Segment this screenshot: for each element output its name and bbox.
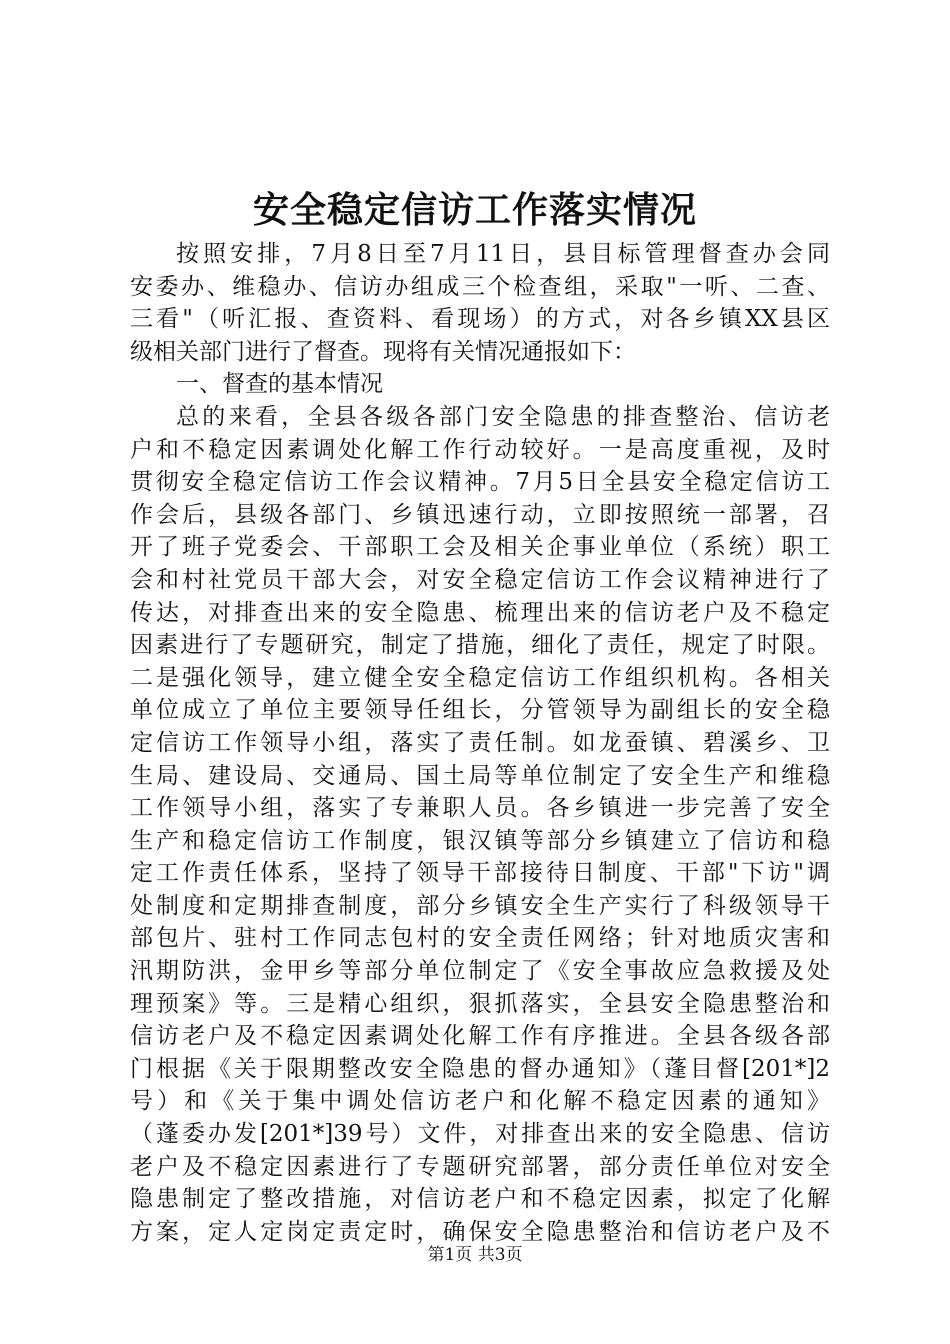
paragraph-line: 工作领导小组，落实了专兼职人员。各乡镇进一步完善了安全 — [130, 795, 830, 822]
paragraph-line: 作会后，县级各部门、乡镇迅速行动，立即按照统一部署，召 — [130, 501, 830, 528]
paragraph-line: 老户及不稳定因素进行了专题研究部署，部分责任单位对安全 — [130, 1153, 830, 1180]
paragraph-line: 单位成立了单位主要领导任组长，分管领导为副组长的安全稳 — [130, 697, 830, 724]
paragraph-line: 方案，定人定岗定责定时，确保安全隐患整治和信访老户及不 — [130, 1218, 830, 1245]
paragraph-line: 生局、建设局、交通局、国土局等单位制定了安全生产和维稳 — [130, 762, 830, 789]
paragraph-line: 理预案》等。三是精心组织，狠抓落实，全县安全隐患整治和 — [130, 990, 830, 1017]
paragraph-line: 二是强化领导，建立健全安全稳定信访工作组织机构。各相关 — [130, 664, 830, 691]
document-title: 安全稳定信访工作落实情况 — [252, 189, 697, 231]
paragraph-line: 三看"（听汇报、查资料、看现场）的方式，对各乡镇XX县区 — [130, 306, 830, 333]
section-heading: 一、督查的基本情况 — [176, 371, 383, 398]
page-number-footer: 第1页 共3页 — [427, 1245, 523, 1265]
paragraph-line: 因素进行了专题研究，制定了措施，细化了责任，规定了时限。 — [130, 632, 830, 659]
paragraph-line: 生产和稳定信访工作制度，银汉镇等部分乡镇建立了信访和稳 — [130, 827, 830, 854]
paragraph-line: 户和不稳定因素调处化解工作行动较好。一是高度重视，及时 — [130, 436, 830, 463]
paragraph-line: 级相关部门进行了督查。现将有关情况通报如下： — [130, 338, 636, 365]
paragraph-line: 开了班子党委会、干部职工会及相关企事业单位（系统）职工 — [130, 534, 830, 561]
paragraph-line: 安委办、维稳办、信访办组成三个检查组，采取"一听、二查、 — [130, 273, 830, 300]
document-body — [130, 238, 830, 1248]
paragraph-line: 定信访工作领导小组，落实了责任制。如龙蚕镇、碧溪乡、卫 — [130, 729, 830, 756]
paragraph-line: 隐患制定了整改措施，对信访老户和不稳定因素，拟定了化解 — [130, 1186, 830, 1213]
paragraph-line: 传达，对排查出来的安全隐患、梳理出来的信访老户及不稳定 — [130, 599, 830, 626]
paragraph-line: 部包片、驻村工作同志包村的安全责任网络；针对地质灾害和 — [130, 925, 830, 952]
paragraph-line: 定工作责任体系，坚持了领导干部接待日制度、干部"下访"调 — [130, 860, 830, 887]
paragraph-line: 信访老户及不稳定因素调处化解工作有序推进。全县各级各部 — [130, 1023, 830, 1050]
paragraph-line: 门根据《关于限期整改安全隐患的督办通知》（蓬目督[201*]2 — [130, 1055, 830, 1082]
paragraph-line: 号）和《关于集中调处信访老户和化解不稳定因素的通知》 — [130, 1088, 830, 1115]
paragraph-line: （蓬委办发[201*]39号）文件，对排查出来的安全隐患、信访 — [130, 1121, 830, 1148]
paragraph-line: 总的来看，全县各级各部门安全隐患的排查整治、信访老 — [176, 403, 830, 430]
paragraph-line: 汛期防洪，金甲乡等部分单位制定了《安全事故应急救援及处 — [130, 958, 830, 985]
paragraph-line: 会和村社党员干部大会，对安全稳定信访工作会议精神进行了 — [130, 566, 830, 593]
paragraph-line: 贯彻安全稳定信访工作会议精神。7月5日全县安全稳定信访工 — [130, 469, 830, 496]
paragraph-line: 按照安排，7月8日至7月11日，县目标管理督查办会同 — [176, 241, 830, 267]
paragraph-line: 处制度和定期排查制度，部分乡镇安全生产实行了科级领导干 — [130, 892, 830, 919]
